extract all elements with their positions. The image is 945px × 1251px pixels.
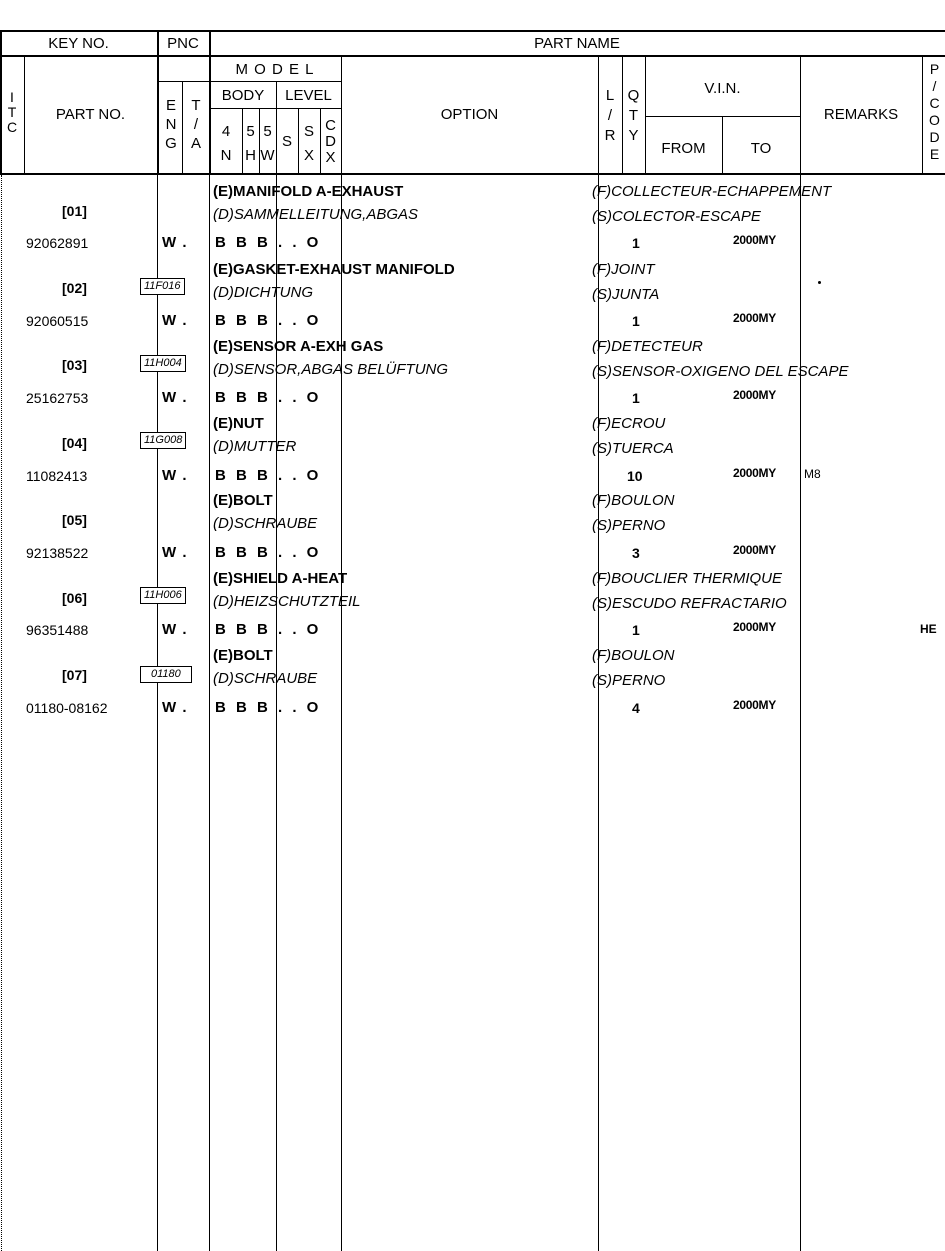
quantity: 4	[632, 700, 640, 716]
name-french: (F)BOULON	[592, 647, 675, 664]
pnc-code: 11H004	[140, 355, 186, 372]
vin-from: 2000MY	[733, 233, 776, 247]
eng-code: W .	[162, 467, 188, 484]
model-codes: B B B . . O	[215, 389, 322, 406]
key-no: [05]	[62, 512, 87, 528]
ta-header: T / A	[190, 97, 201, 152]
model-codes: B B B . . O	[215, 467, 322, 484]
stray-dot	[818, 281, 821, 284]
itc-header: I T C	[6, 89, 18, 135]
name-english: (E)SENSOR A-EXH GAS	[213, 338, 384, 355]
pnc-header: PNC	[167, 35, 199, 52]
model-codes: B B B . . O	[215, 312, 322, 329]
name-german: (D)SCHRAUBE	[213, 670, 318, 687]
name-spanish: (S)TUERCA	[592, 440, 674, 457]
key-no: [07]	[62, 667, 87, 683]
part-name-header: PART NAME	[534, 35, 620, 52]
name-spanish: (S)ESCUDO REFRACTARIO	[592, 595, 787, 612]
eng-code: W .	[162, 312, 188, 329]
model-codes: B B B . . O	[215, 699, 322, 716]
key-no: [02]	[62, 280, 87, 296]
eng-code: W .	[162, 544, 188, 561]
remarks: M8	[804, 467, 821, 481]
vin-from: 2000MY	[733, 543, 776, 557]
name-spanish: (S)PERNO	[592, 517, 666, 534]
name-german: (D)SCHRAUBE	[213, 515, 318, 532]
name-german: (D)SAMMELLEITUNG,ABGAS	[213, 206, 419, 223]
name-french: (F)ECROU	[592, 415, 666, 432]
name-english: (E)BOLT	[213, 492, 273, 509]
pnc-code: 01180	[140, 666, 192, 683]
qty-header: Q T Y	[627, 87, 640, 144]
part-no: 01180-08162	[26, 700, 108, 716]
eng-code: W .	[162, 234, 188, 251]
key-no: [01]	[62, 203, 87, 219]
key-no: [06]	[62, 590, 87, 606]
name-french: (F)COLLECTEUR-ECHAPPEMENT	[592, 183, 832, 200]
name-german: (D)DICHTUNG	[213, 284, 313, 301]
eng-code: W .	[162, 699, 188, 716]
vin-from: 2000MY	[733, 466, 776, 480]
vin-header: V.I.N.	[704, 80, 741, 97]
vin-from: 2000MY	[733, 620, 776, 634]
quantity: 1	[632, 235, 640, 251]
name-french: (F)DETECTEUR	[592, 338, 703, 355]
key-no: [04]	[62, 435, 87, 451]
model-header: M O D E L	[235, 61, 315, 78]
eng-header: E N G	[165, 97, 177, 152]
name-french: (F)JOINT	[592, 261, 655, 278]
pcode-header: P / C O D E	[929, 61, 940, 162]
level-col-cdx: C D X	[325, 117, 336, 166]
name-english: (E)GASKET-EXHAUST MANIFOLD	[213, 261, 455, 278]
quantity: 1	[632, 622, 640, 638]
key-no: [03]	[62, 357, 87, 373]
option-header: OPTION	[440, 106, 499, 123]
name-german: (D)MUTTER	[213, 438, 297, 455]
name-french: (F)BOUCLIER THERMIQUE	[592, 570, 783, 587]
quantity: 1	[632, 390, 640, 406]
lr-header: L / R	[604, 87, 616, 144]
model-codes: B B B . . O	[215, 234, 322, 251]
body-col-5w: 5 W	[260, 123, 275, 164]
body-col-5h: 5 H	[245, 123, 256, 164]
body-col-4n: 4 N	[220, 123, 232, 164]
part-no: 92060515	[26, 313, 89, 329]
model-codes: B B B . . O	[215, 544, 322, 561]
eng-code: W .	[162, 389, 188, 406]
pnc-code: 11F016	[140, 278, 185, 295]
p-code: HE	[920, 622, 937, 636]
name-spanish: (S)SENSOR-OXIGENO DEL ESCAPE	[592, 363, 849, 380]
vin-from: 2000MY	[733, 311, 776, 325]
part-no: 25162753	[26, 390, 89, 406]
quantity: 1	[632, 313, 640, 329]
name-spanish: (S)COLECTOR-ESCAPE	[592, 208, 761, 225]
part-no: 96351488	[26, 622, 89, 638]
name-french: (F)BOULON	[592, 492, 675, 509]
name-english: (E)SHIELD A-HEAT	[213, 570, 348, 587]
name-spanish: (S)JUNTA	[592, 286, 660, 303]
quantity: 3	[632, 545, 640, 561]
model-codes: B B B . . O	[215, 621, 322, 638]
pnc-code: 11H006	[140, 587, 186, 604]
level-header: LEVEL	[285, 87, 332, 104]
body-header: BODY	[221, 87, 265, 104]
remarks-header: REMARKS	[823, 106, 899, 123]
eng-code: W .	[162, 621, 188, 638]
part-no: 92062891	[26, 235, 89, 251]
name-english: (E)MANIFOLD A-EXHAUST	[213, 183, 404, 200]
part-no: 11082413	[26, 468, 88, 484]
pnc-code: 11G008	[140, 432, 186, 449]
name-english: (E)BOLT	[213, 647, 273, 664]
name-spanish: (S)PERNO	[592, 672, 666, 689]
level-col-sx: S X	[303, 123, 314, 164]
level-col-s: S	[281, 133, 292, 150]
name-german: (D)HEIZSCHUTZTEIL	[213, 593, 361, 610]
vin-from: 2000MY	[733, 388, 776, 402]
quantity: 10	[627, 468, 643, 484]
key-no-header: KEY NO.	[48, 35, 109, 52]
vin-to-header: TO	[750, 140, 772, 157]
vin-from: 2000MY	[733, 698, 776, 712]
part-no-header: PART NO.	[55, 106, 126, 123]
name-english: (E)NUT	[213, 415, 264, 432]
vin-from-header: FROM	[661, 140, 706, 157]
part-no: 92138522	[26, 545, 89, 561]
name-german: (D)SENSOR,ABGAS BELÜFTUNG	[213, 361, 449, 378]
